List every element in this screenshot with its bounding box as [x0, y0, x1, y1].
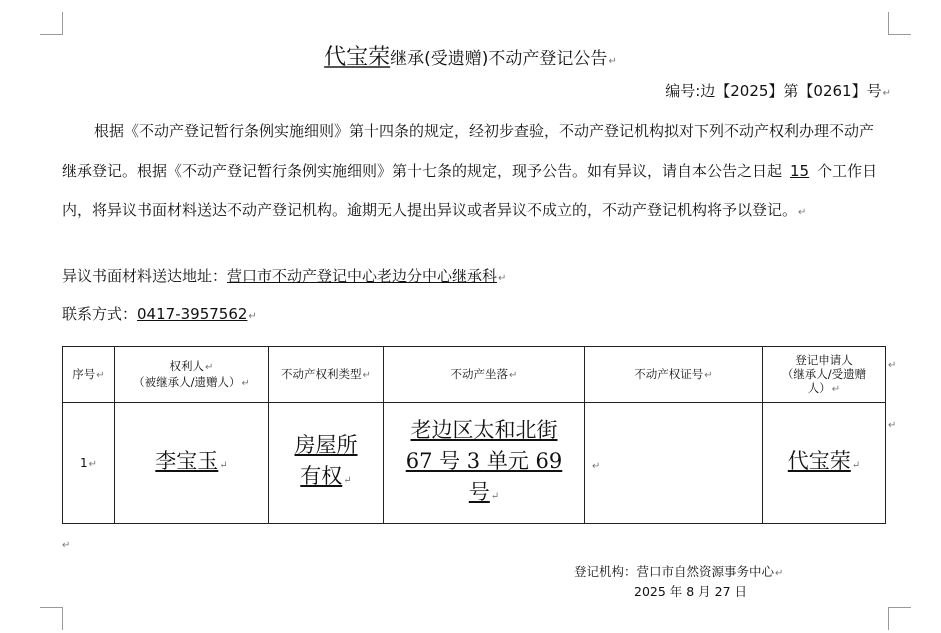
body-part-1: 根据《不动产登记暂行条例实施细则》第十四条的规定，经初步查验，不动产登记机构拟对下列不动产权利办理不动产继承登记。根据《不动产登记暂行条例实施细则》第十七条的规定，现予公告。如有异议，请自本公告之日起: [62, 122, 875, 180]
document-number: 编号:边【2025】第【0261】号↵: [665, 82, 891, 100]
title-text: 继承(受遗赠)不动产登记公告: [390, 49, 608, 69]
header-cert-no: 不动产权证号↵: [585, 347, 763, 403]
cell-applicant: 代宝荣↵: [763, 403, 886, 524]
header-holder: 权利人↵ （被继承人/遗赠人）↵: [115, 347, 269, 403]
title-applicant-name: 代宝荣: [324, 45, 391, 70]
row-end-mark-icon: ↵: [888, 420, 897, 431]
header-seq: 序号↵: [63, 347, 115, 403]
table-row: [63, 403, 886, 524]
registration-table: [62, 346, 886, 524]
table-header-row: [63, 347, 886, 403]
row-end-mark-icon: ↵: [888, 360, 897, 371]
address-label: 异议书面材料送达地址：: [62, 267, 228, 285]
paragraph-mark-icon: ↵: [882, 88, 891, 99]
crop-mark-top-right: [888, 12, 911, 35]
address-value: 营口市不动产登记中心老边分中心继承科: [227, 267, 498, 285]
contact-phone: 0417-3957562: [137, 305, 248, 323]
header-applicant: 登记申请人 （继承人/受遗赠 人）↵: [763, 347, 886, 403]
paragraph-mark-icon: ↵: [798, 207, 807, 218]
notice-body: [62, 112, 888, 233]
cell-cert-no: ↵: [585, 403, 763, 524]
crop-mark-bottom-right: [888, 607, 911, 630]
objection-days: 15: [790, 161, 810, 180]
registration-authority: 登记机构：营口市自然资源事务中心↵: [574, 564, 784, 579]
paragraph-mark-icon: ↵: [608, 56, 617, 67]
paragraph-mark-icon: ↵: [62, 540, 71, 551]
contact-label: 联系方式：: [62, 305, 138, 323]
body-part-2: 个工作日内，将异议书面材料送达不动产登记机构。逾期无人提出异议或者异议不成立的，不动产登记机构将予以登记。: [62, 161, 878, 219]
crop-mark-top-left: [40, 12, 63, 35]
cell-right-type: 房屋所 有权↵: [269, 403, 384, 524]
header-right-type: 不动产权利类型↵: [269, 347, 384, 403]
cell-seq: 1↵: [63, 403, 115, 524]
contact-info: [62, 303, 257, 324]
paragraph-mark-icon: ↵: [498, 273, 507, 284]
header-location: 不动产坐落↵: [384, 347, 585, 403]
objection-address: [62, 265, 506, 286]
crop-mark-bottom-left: [40, 607, 63, 630]
cell-location: 老边区太和北街 67 号 3 单元 69 号↵: [384, 403, 585, 524]
cell-holder: 李宝玉↵: [115, 403, 269, 524]
paragraph-mark-icon: ↵: [248, 311, 257, 322]
notice-title: [0, 40, 941, 71]
notice-date: 2025 年 8 月 27 日: [634, 584, 748, 599]
